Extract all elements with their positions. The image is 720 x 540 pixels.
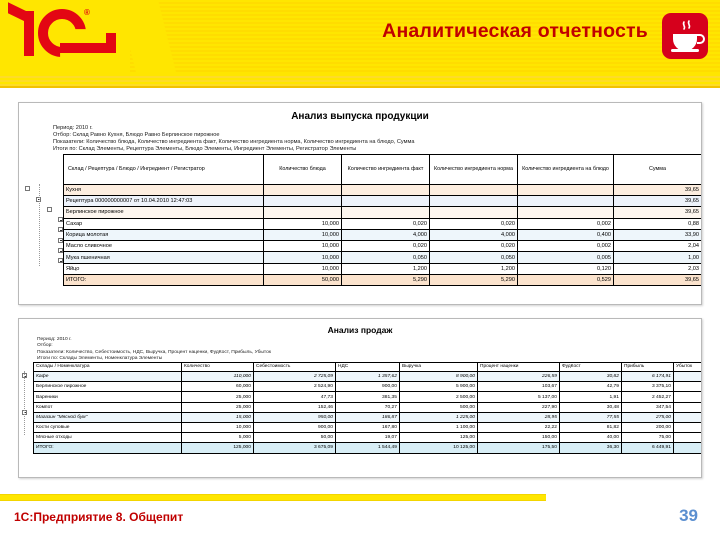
cell-ing_per_dish: 0,002 xyxy=(518,218,614,229)
cell-ing_norm: 1,200 xyxy=(430,263,518,274)
cell-loss xyxy=(674,372,703,382)
cell-profit: 3 375,10 xyxy=(622,382,674,392)
cell-qty_dish xyxy=(264,184,342,195)
tree-connector-line xyxy=(39,184,41,266)
cell-revenue: 5 900,00 xyxy=(400,382,478,392)
cell-foodcost: 81,82 xyxy=(560,423,622,433)
cell-loss xyxy=(674,382,703,392)
col-header-revenue[interactable]: Выручка xyxy=(400,363,478,372)
col-header-profit[interactable]: Прибыль xyxy=(622,363,674,372)
cell-ing_per_dish: 0,002 xyxy=(518,241,614,252)
cell-ing_norm: 0,020 xyxy=(430,218,518,229)
report-param-indicators: Показатели: Количество блюда, Количество ингредиента факт, Количество ингредиента норма, Количество ингредиента на блюдо, Сумма xyxy=(53,139,415,146)
table-row[interactable] xyxy=(34,392,703,402)
cell-cost: 900,00 xyxy=(254,423,336,433)
cell-ing_fact: 0,020 xyxy=(342,241,430,252)
col-header-ing-norm[interactable]: Количество ингредиента норма xyxy=(430,154,518,184)
cell-row-label: Корица молотая xyxy=(64,229,264,240)
cell-profit: 6 449,91 xyxy=(622,443,674,453)
cell-loss xyxy=(674,423,703,433)
cell-ing_per_dish: 0,529 xyxy=(518,275,614,286)
cell-ing_norm: 4,000 xyxy=(430,229,518,240)
report-grid-sales xyxy=(19,362,701,454)
company-logo-1c xyxy=(8,7,124,59)
table-row[interactable] xyxy=(34,402,703,412)
logo-digit-one xyxy=(8,11,42,56)
banner-divider xyxy=(0,86,720,88)
report-param-period: Период: 2010 г. xyxy=(37,337,72,342)
table-row[interactable] xyxy=(34,423,703,433)
cell-sum: 39,65 xyxy=(614,207,702,218)
report-title-production: Анализ выпуска продукции xyxy=(291,111,429,122)
col-header-name[interactable]: Склады / Номенклатура xyxy=(34,363,182,372)
report-params-sales xyxy=(19,337,701,362)
cell-qty_dish: 10,000 xyxy=(264,263,342,274)
table-body-production xyxy=(64,184,702,286)
cell-revenue: 10 125,00 xyxy=(400,443,478,453)
cell-row-label: Магазин "Мясной бум" xyxy=(34,412,182,422)
cell-qty: 25,000 xyxy=(182,392,254,402)
report-param-period: Период: 2010 г. xyxy=(53,125,93,131)
table-header-row xyxy=(34,363,703,372)
cell-qty_dish: 50,000 xyxy=(264,275,342,286)
logo-hook xyxy=(106,33,116,53)
report-param-totals: Итоги по: Склады Элементы, Номенклатура Элементы xyxy=(37,355,163,361)
cell-foodcost: 40,00 xyxy=(560,433,622,443)
cell-revenue: 2 500,00 xyxy=(400,392,478,402)
table-row[interactable] xyxy=(34,412,703,422)
cell-row-label: Мука пшеничная xyxy=(64,252,264,263)
col-header-quantity[interactable]: Количество xyxy=(182,363,254,372)
cell-row-label: Вареники xyxy=(34,392,182,402)
footer-divider xyxy=(0,494,546,501)
cell-qty_dish xyxy=(264,195,342,206)
cell-foodcost: 36,30 xyxy=(560,443,622,453)
cell-vat: 186,87 xyxy=(336,412,400,422)
cell-qty_dish: 10,000 xyxy=(264,252,342,263)
cell-cost: 2 524,90 xyxy=(254,382,336,392)
cell-foodcost: 1,91 xyxy=(560,392,622,402)
cell-ing_per_dish xyxy=(518,195,614,206)
cell-markup: 227,90 xyxy=(478,402,560,412)
slide-page-number: 39 xyxy=(679,506,698,525)
table-row[interactable] xyxy=(64,241,702,252)
col-header-name[interactable]: Склад / Рецептура / Блюдо / Ингредиент / Регистратор xyxy=(64,154,264,184)
cell-sum: 0,88 xyxy=(614,218,702,229)
cell-loss xyxy=(674,433,703,443)
cell-row-label: Берлинское пирожное xyxy=(64,207,264,218)
col-header-cost[interactable]: Себестоимость xyxy=(254,363,336,372)
tree-expander-icon[interactable] xyxy=(58,217,63,222)
cell-row-label: Кафе xyxy=(34,372,182,382)
cell-profit: 6 174,91 xyxy=(622,372,674,382)
col-header-markup[interactable]: Процент наценки xyxy=(478,363,560,372)
cell-cost: 2 725,09 xyxy=(254,372,336,382)
cell-row-label: Берлинское пирожное xyxy=(34,382,182,392)
tree-gutter-production[interactable] xyxy=(19,154,63,287)
cell-foodcost: 42,79 xyxy=(560,382,622,392)
cell-revenue: 1 225,00 xyxy=(400,412,478,422)
table-row[interactable] xyxy=(64,195,702,206)
cell-cost: 3 675,09 xyxy=(254,443,336,453)
cell-qty: 25,000 xyxy=(182,402,254,412)
cell-loss xyxy=(674,392,703,402)
table-row[interactable] xyxy=(34,372,703,382)
cell-sum: 2,04 xyxy=(614,241,702,252)
tree-connector-line xyxy=(24,371,26,435)
cell-markup: 28,95 xyxy=(478,412,560,422)
cell-sum: 39,65 xyxy=(614,275,702,286)
cell-row-label: Мясные отходы xyxy=(34,433,182,443)
table-header-row xyxy=(64,154,702,184)
tree-expander-icon[interactable] xyxy=(58,238,63,243)
cell-ing_per_dish xyxy=(518,184,614,195)
cell-markup: 175,50 xyxy=(478,443,560,453)
cell-cost: 50,00 xyxy=(254,433,336,443)
table-row[interactable] xyxy=(64,263,702,274)
tree-expander-icon[interactable] xyxy=(58,248,63,253)
cell-markup: 22,22 xyxy=(478,423,560,433)
col-header-foodcost[interactable]: ФудКост xyxy=(560,363,622,372)
cell-vat: 900,00 xyxy=(336,382,400,392)
cell-cost: 152,46 xyxy=(254,402,336,412)
cell-loss xyxy=(674,402,703,412)
tree-expander-icon[interactable] xyxy=(58,227,63,232)
cell-sum: 39,65 xyxy=(614,184,702,195)
cell-qty_dish xyxy=(264,207,342,218)
table-row[interactable] xyxy=(34,382,703,392)
cell-ing_fact: 1,200 xyxy=(342,263,430,274)
slide-title: Аналитическая отчетность xyxy=(382,20,648,42)
cell-ing_norm: 0,050 xyxy=(430,252,518,263)
report-param-totals: Итоги по: Склад Элементы, Рецептура Элементы, Блюдо Элементы, Ингредиент Элементы, Регистратор Элементы xyxy=(53,146,357,153)
cell-ing_norm: 0,020 xyxy=(430,241,518,252)
coffee-cup-icon xyxy=(662,13,708,59)
cell-profit: 275,00 xyxy=(622,412,674,422)
cell-vat: 381,35 xyxy=(336,392,400,402)
cell-loss xyxy=(674,412,703,422)
cell-ing_norm: 5,290 xyxy=(430,275,518,286)
registered-trademark-icon: ® xyxy=(84,8,90,17)
cell-qty: 5,000 xyxy=(182,433,254,443)
cell-vat: 167,80 xyxy=(336,423,400,433)
col-header-vat[interactable]: НДС xyxy=(336,363,400,372)
cell-vat: 70,27 xyxy=(336,402,400,412)
cell-profit: 200,00 xyxy=(622,423,674,433)
table-row[interactable] xyxy=(64,207,702,218)
cell-vat: 1 357,62 xyxy=(336,372,400,382)
cell-markup: 103,67 xyxy=(478,382,560,392)
tree-checkbox[interactable] xyxy=(25,186,30,191)
cell-ing_fact: 0,020 xyxy=(342,218,430,229)
tree-expander-icon[interactable] xyxy=(58,258,63,263)
cell-ing_per_dish: 0,120 xyxy=(518,263,614,274)
cell-revenue: 8 900,00 xyxy=(400,372,478,382)
cell-sum: 33,90 xyxy=(614,229,702,240)
cell-profit: 2 452,27 xyxy=(622,392,674,402)
tree-expander-icon[interactable] xyxy=(47,207,52,212)
slide-header-banner xyxy=(0,0,720,74)
cell-sum: 39,65 xyxy=(614,195,702,206)
table-row[interactable] xyxy=(34,443,703,453)
cell-ing_fact xyxy=(342,207,430,218)
banner-stripe xyxy=(0,74,720,86)
cell-foodcost: 77,55 xyxy=(560,412,622,422)
report-panel-sales xyxy=(18,318,702,478)
cell-row-label: Масло сливочное xyxy=(64,241,264,252)
table-body-sales xyxy=(34,372,703,454)
cell-row-label: Сахар xyxy=(64,218,264,229)
cell-row-label: Компот xyxy=(34,402,182,412)
cell-vat: 1 544,49 xyxy=(336,443,400,453)
col-header-loss[interactable]: Убыток xyxy=(674,363,703,372)
tree-gutter-sales[interactable] xyxy=(19,362,33,454)
cell-row-label: Рецептура 000000000007 от 10.04.2010 12:47:03 xyxy=(64,195,264,206)
cell-sum: 2,03 xyxy=(614,263,702,274)
report-title-sales: Анализ продаж xyxy=(327,325,393,335)
table-row[interactable] xyxy=(34,433,703,443)
cell-markup: 5 137,00 xyxy=(478,392,560,402)
col-header-qty-dish[interactable]: Количество блюда xyxy=(264,154,342,184)
cell-ing_norm xyxy=(430,207,518,218)
cell-ing_fact: 5,290 xyxy=(342,275,430,286)
cell-qty: 60,000 xyxy=(182,382,254,392)
cell-qty: 110,000 xyxy=(182,372,254,382)
cell-ing_norm xyxy=(430,184,518,195)
cell-markup: 226,59 xyxy=(478,372,560,382)
cell-loss xyxy=(674,443,703,453)
cell-revenue: 1 100,00 xyxy=(400,423,478,433)
cell-qty_dish: 10,000 xyxy=(264,218,342,229)
cell-profit: 75,00 xyxy=(622,433,674,443)
table-sales[interactable] xyxy=(33,362,702,454)
cell-markup: 150,00 xyxy=(478,433,560,443)
cell-row-label: Яйцо xyxy=(64,263,264,274)
table-row[interactable] xyxy=(64,275,702,286)
table-row[interactable] xyxy=(64,229,702,240)
cell-row-label: ИТОГО: xyxy=(64,275,264,286)
cell-ing_per_dish: 0,400 xyxy=(518,229,614,240)
table-row[interactable] xyxy=(64,184,702,195)
cell-sum: 1,00 xyxy=(614,252,702,263)
cell-row-label: ИТОГО: xyxy=(34,443,182,453)
cell-row-label: Кухня xyxy=(64,184,264,195)
cell-qty: 10,000 xyxy=(182,423,254,433)
report-param-indicators: Показатели: Количество, Себестоимость, НДС, Выручка, Процент наценки, ФудКост, Прибыль, Убыток xyxy=(37,349,271,355)
cell-ing_per_dish: 0,005 xyxy=(518,252,614,263)
cell-ing_fact xyxy=(342,195,430,206)
cell-cost: 950,00 xyxy=(254,412,336,422)
cell-revenue: 500,00 xyxy=(400,402,478,412)
cell-ing_fact: 0,050 xyxy=(342,252,430,263)
col-header-sum[interactable]: Сумма xyxy=(614,154,702,184)
report-param-filter: Отбор: Склад Равно Кухня, Блюдо Равно Берлинское пирожное xyxy=(53,132,220,139)
cell-vat: 19,07 xyxy=(336,433,400,443)
table-production[interactable] xyxy=(63,154,702,287)
cell-foodcost: 30,82 xyxy=(560,372,622,382)
footer-product-name: 1С:Предприятие 8. Общепит xyxy=(14,510,184,524)
col-header-ing-fact[interactable]: Количество ингредиента факт xyxy=(342,154,430,184)
table-row[interactable] xyxy=(64,252,702,263)
cell-qty: 15,000 xyxy=(182,412,254,422)
cell-profit: 347,54 xyxy=(622,402,674,412)
cell-revenue: 125,00 xyxy=(400,433,478,443)
cell-qty_dish: 10,000 xyxy=(264,241,342,252)
cell-ing_per_dish xyxy=(518,207,614,218)
report-grid-production xyxy=(19,154,701,287)
table-row[interactable] xyxy=(64,218,702,229)
cell-row-label: Кости суповые xyxy=(34,423,182,433)
cell-cost: 47,73 xyxy=(254,392,336,402)
col-header-ing-per-dish[interactable]: Количество ингредиента на блюдо xyxy=(518,154,614,184)
report-panel-production xyxy=(18,102,702,305)
cell-qty: 125,000 xyxy=(182,443,254,453)
cell-ing_norm xyxy=(430,195,518,206)
report-param-filter: Отбор: xyxy=(37,343,53,349)
cell-ing_fact: 4,000 xyxy=(342,229,430,240)
cell-ing_fact xyxy=(342,184,430,195)
cell-qty_dish: 10,000 xyxy=(264,229,342,240)
report-params-production xyxy=(19,125,701,154)
cell-foodcost: 30,48 xyxy=(560,402,622,412)
